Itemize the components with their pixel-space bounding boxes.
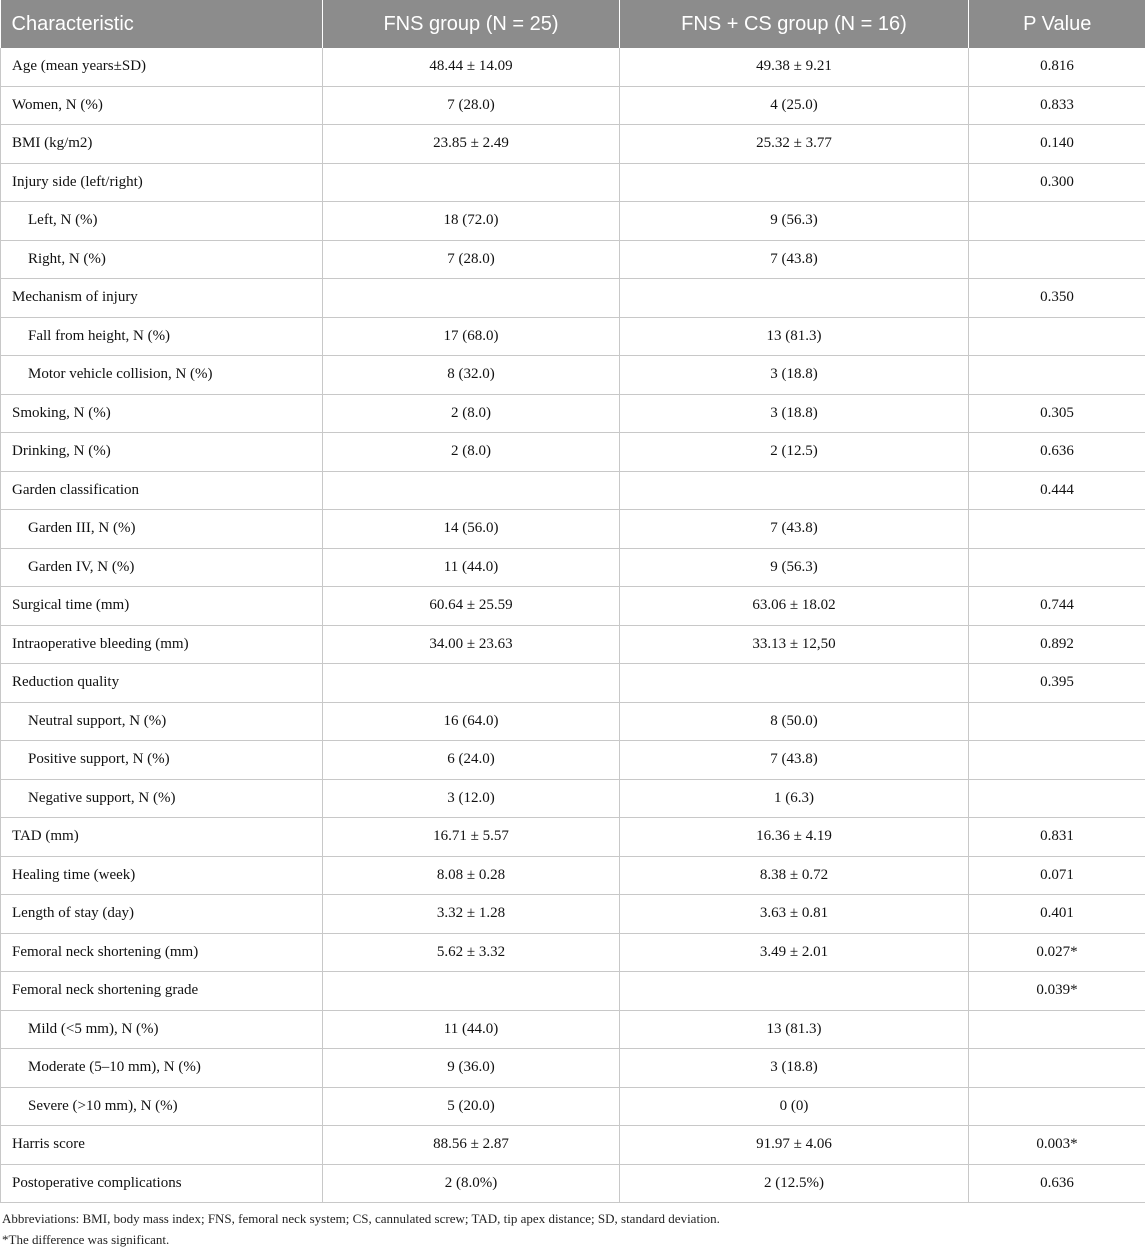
- cell-p-value: 0.300: [969, 163, 1145, 202]
- cell-fns-cs-group: 2 (12.5%): [620, 1164, 969, 1203]
- row-label: Femoral neck shortening (mm): [1, 933, 323, 972]
- cell-p-value: [969, 510, 1145, 549]
- table-row: [1, 317, 1145, 356]
- cell-fns-group: 3 (12.0): [323, 779, 620, 818]
- table-row: [1, 587, 1145, 626]
- row-label: Severe (>10 mm), N (%): [1, 1087, 323, 1126]
- cell-fns-cs-group: [620, 471, 969, 510]
- cell-p-value: 0.039*: [969, 972, 1145, 1011]
- cell-fns-group: [323, 972, 620, 1011]
- table-row: [1, 818, 1145, 857]
- table-row: [1, 356, 1145, 395]
- table-row: [1, 279, 1145, 318]
- row-label: Age (mean years±SD): [1, 48, 323, 86]
- row-label: Positive support, N (%): [1, 741, 323, 780]
- cell-fns-group: 7 (28.0): [323, 86, 620, 125]
- cell-p-value: [969, 317, 1145, 356]
- row-label: Negative support, N (%): [1, 779, 323, 818]
- table-row: [1, 1049, 1145, 1088]
- cell-p-value: 0.833: [969, 86, 1145, 125]
- cell-fns-group: 6 (24.0): [323, 741, 620, 780]
- cell-fns-group: 11 (44.0): [323, 548, 620, 587]
- row-label: Right, N (%): [1, 240, 323, 279]
- cell-fns-group: 5.62 ± 3.32: [323, 933, 620, 972]
- cell-fns-cs-group: 25.32 ± 3.77: [620, 125, 969, 164]
- row-label: Harris score: [1, 1126, 323, 1165]
- cell-fns-cs-group: 0 (0): [620, 1087, 969, 1126]
- cell-fns-cs-group: 13 (81.3): [620, 317, 969, 356]
- row-label: Women, N (%): [1, 86, 323, 125]
- cell-fns-group: 11 (44.0): [323, 1010, 620, 1049]
- cell-fns-group: 18 (72.0): [323, 202, 620, 241]
- cell-fns-group: 17 (68.0): [323, 317, 620, 356]
- cell-fns-cs-group: 91.97 ± 4.06: [620, 1126, 969, 1165]
- cell-fns-cs-group: 13 (81.3): [620, 1010, 969, 1049]
- table-row: [1, 471, 1145, 510]
- cell-fns-cs-group: 9 (56.3): [620, 548, 969, 587]
- cell-p-value: 0.636: [969, 1164, 1145, 1203]
- cell-p-value: [969, 1010, 1145, 1049]
- cell-fns-group: 8 (32.0): [323, 356, 620, 395]
- table-row: [1, 1164, 1145, 1203]
- table-body: [1, 48, 1145, 1203]
- cell-fns-cs-group: 7 (43.8): [620, 240, 969, 279]
- table-row: [1, 548, 1145, 587]
- table-row: [1, 625, 1145, 664]
- cell-fns-cs-group: [620, 972, 969, 1011]
- cell-fns-cs-group: 3.49 ± 2.01: [620, 933, 969, 972]
- table-row: [1, 125, 1145, 164]
- row-label: Left, N (%): [1, 202, 323, 241]
- row-label: Mechanism of injury: [1, 279, 323, 318]
- cell-fns-group: 48.44 ± 14.09: [323, 48, 620, 86]
- table-row: [1, 895, 1145, 934]
- cell-p-value: [969, 741, 1145, 780]
- cell-fns-cs-group: [620, 163, 969, 202]
- cell-p-value: 0.831: [969, 818, 1145, 857]
- table-row: [1, 240, 1145, 279]
- header-fns-group: FNS group (N = 25): [323, 0, 620, 48]
- row-label: TAD (mm): [1, 818, 323, 857]
- cell-p-value: 0.305: [969, 394, 1145, 433]
- cell-fns-cs-group: 63.06 ± 18.02: [620, 587, 969, 626]
- cell-fns-group: 3.32 ± 1.28: [323, 895, 620, 934]
- table-row: [1, 1126, 1145, 1165]
- cell-fns-cs-group: 49.38 ± 9.21: [620, 48, 969, 86]
- cell-p-value: 0.892: [969, 625, 1145, 664]
- cell-p-value: 0.395: [969, 664, 1145, 703]
- cell-fns-group: [323, 664, 620, 703]
- table-row: [1, 933, 1145, 972]
- cell-fns-group: 14 (56.0): [323, 510, 620, 549]
- cell-fns-cs-group: 16.36 ± 4.19: [620, 818, 969, 857]
- row-label: Intraoperative bleeding (mm): [1, 625, 323, 664]
- row-label: Garden IV, N (%): [1, 548, 323, 587]
- cell-p-value: [969, 548, 1145, 587]
- cell-fns-cs-group: 33.13 ± 12,50: [620, 625, 969, 664]
- cell-p-value: 0.401: [969, 895, 1145, 934]
- cell-p-value: 0.816: [969, 48, 1145, 86]
- cell-p-value: 0.071: [969, 856, 1145, 895]
- table-row: [1, 1087, 1145, 1126]
- table-row: [1, 856, 1145, 895]
- row-label: Smoking, N (%): [1, 394, 323, 433]
- cell-p-value: [969, 356, 1145, 395]
- table-row: [1, 664, 1145, 703]
- table-row: [1, 433, 1145, 472]
- cell-p-value: 0.444: [969, 471, 1145, 510]
- row-label: Drinking, N (%): [1, 433, 323, 472]
- cell-fns-group: 16.71 ± 5.57: [323, 818, 620, 857]
- cell-fns-cs-group: 4 (25.0): [620, 86, 969, 125]
- cell-p-value: [969, 779, 1145, 818]
- cell-fns-cs-group: 3 (18.8): [620, 356, 969, 395]
- cell-p-value: 0.003*: [969, 1126, 1145, 1165]
- cell-fns-cs-group: 2 (12.5): [620, 433, 969, 472]
- cell-fns-cs-group: 3 (18.8): [620, 394, 969, 433]
- row-label: Garden classification: [1, 471, 323, 510]
- table-row: [1, 163, 1145, 202]
- cell-fns-cs-group: 9 (56.3): [620, 202, 969, 241]
- abbreviations-footnote: Abbreviations: BMI, body mass index; FNS, femoral neck system; CS, cannulated screw; TAD, tip apex distance; SD, standard deviation.: [2, 1211, 720, 1226]
- cell-fns-cs-group: 3 (18.8): [620, 1049, 969, 1088]
- header-row: [1, 0, 1145, 48]
- cell-fns-group: 16 (64.0): [323, 702, 620, 741]
- cell-p-value: [969, 240, 1145, 279]
- cell-p-value: 0.140: [969, 125, 1145, 164]
- cell-p-value: 0.744: [969, 587, 1145, 626]
- cell-p-value: 0.350: [969, 279, 1145, 318]
- cell-fns-group: 2 (8.0%): [323, 1164, 620, 1203]
- cell-fns-group: 5 (20.0): [323, 1087, 620, 1126]
- cell-p-value: [969, 1049, 1145, 1088]
- cell-p-value: 0.636: [969, 433, 1145, 472]
- table-row: [1, 394, 1145, 433]
- row-label: Neutral support, N (%): [1, 702, 323, 741]
- cell-p-value: 0.027*: [969, 933, 1145, 972]
- table-row: [1, 48, 1145, 86]
- header-characteristic: Characteristic: [1, 0, 323, 48]
- cell-fns-cs-group: [620, 664, 969, 703]
- table-row: [1, 1010, 1145, 1049]
- cell-fns-group: [323, 471, 620, 510]
- cell-fns-group: 9 (36.0): [323, 1049, 620, 1088]
- row-label: Reduction quality: [1, 664, 323, 703]
- row-label: Postoperative complications: [1, 1164, 323, 1203]
- cell-p-value: [969, 1087, 1145, 1126]
- row-label: Healing time (week): [1, 856, 323, 895]
- row-label: Garden III, N (%): [1, 510, 323, 549]
- table-row: [1, 702, 1145, 741]
- cell-fns-group: 60.64 ± 25.59: [323, 587, 620, 626]
- row-label: Femoral neck shortening grade: [1, 972, 323, 1011]
- cell-fns-group: 7 (28.0): [323, 240, 620, 279]
- row-label: Fall from height, N (%): [1, 317, 323, 356]
- cell-fns-cs-group: 7 (43.8): [620, 510, 969, 549]
- cell-fns-group: 8.08 ± 0.28: [323, 856, 620, 895]
- header-fns-cs-group: FNS + CS group (N = 16): [620, 0, 969, 48]
- table-row: [1, 779, 1145, 818]
- table-row: [1, 741, 1145, 780]
- row-label: Motor vehicle collision, N (%): [1, 356, 323, 395]
- cell-fns-group: 2 (8.0): [323, 394, 620, 433]
- table-row: [1, 510, 1145, 549]
- row-label: Mild (<5 mm), N (%): [1, 1010, 323, 1049]
- row-label: Length of stay (day): [1, 895, 323, 934]
- cell-p-value: [969, 202, 1145, 241]
- cell-fns-cs-group: 8 (50.0): [620, 702, 969, 741]
- row-label: BMI (kg/m2): [1, 125, 323, 164]
- significance-footnote: *The difference was significant.: [2, 1232, 170, 1247]
- table-row: [1, 972, 1145, 1011]
- table-row: [1, 202, 1145, 241]
- row-label: Moderate (5–10 mm), N (%): [1, 1049, 323, 1088]
- row-label: Surgical time (mm): [1, 587, 323, 626]
- cell-p-value: [969, 702, 1145, 741]
- cell-fns-cs-group: 3.63 ± 0.81: [620, 895, 969, 934]
- cell-fns-group: 2 (8.0): [323, 433, 620, 472]
- cell-fns-group: [323, 279, 620, 318]
- cell-fns-cs-group: [620, 279, 969, 318]
- cell-fns-cs-group: 8.38 ± 0.72: [620, 856, 969, 895]
- cell-fns-group: 88.56 ± 2.87: [323, 1126, 620, 1165]
- cell-fns-cs-group: 1 (6.3): [620, 779, 969, 818]
- row-label: Injury side (left/right): [1, 163, 323, 202]
- table-row: [1, 86, 1145, 125]
- cell-fns-group: [323, 163, 620, 202]
- cell-fns-group: 34.00 ± 23.63: [323, 625, 620, 664]
- cell-fns-cs-group: 7 (43.8): [620, 741, 969, 780]
- cell-fns-group: 23.85 ± 2.49: [323, 125, 620, 164]
- header-p-value: P Value: [969, 0, 1145, 48]
